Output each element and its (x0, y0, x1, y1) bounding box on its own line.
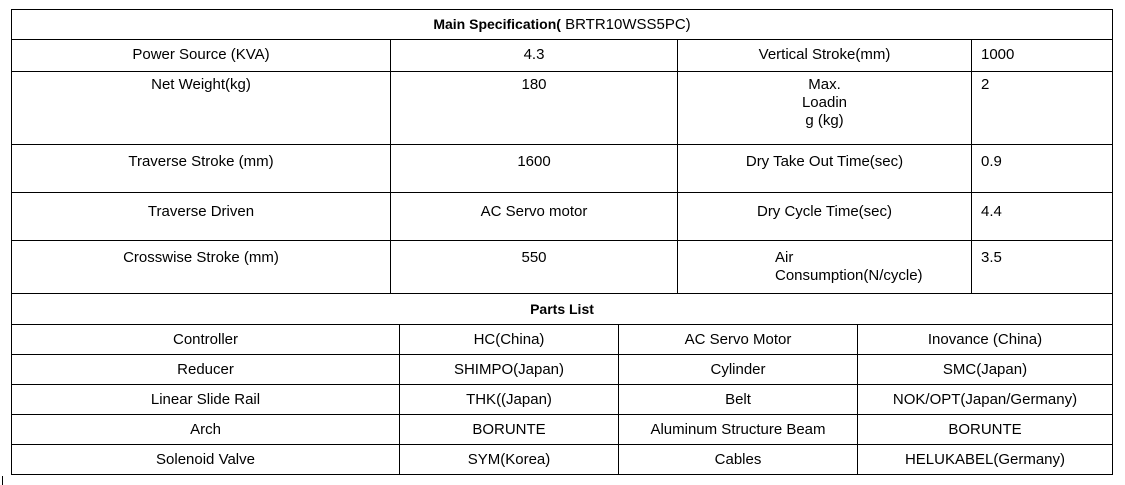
spec-value: 550 (391, 241, 678, 294)
parts-list-title: Parts List (12, 294, 1113, 325)
main-specification-title: Main Specification( BRTR10WSS5PC) (12, 10, 1113, 40)
spec-label: Dry Take Out Time(sec) (678, 145, 972, 193)
spec-label: Power Source (KVA) (12, 40, 391, 72)
part-name: Controller (12, 325, 400, 355)
table-row (12, 40, 1113, 72)
spec-label: Dry Cycle Time(sec) (678, 193, 972, 241)
part-brand: Inovance (China) (858, 325, 1113, 355)
edge-tick-mark (2, 476, 3, 485)
table-row (12, 325, 1113, 355)
table-row (12, 445, 1113, 475)
spec-value: 1600 (391, 145, 678, 193)
spec-value: 4.4 (972, 193, 1113, 241)
spec-value: 1000 (972, 40, 1113, 72)
spec-value: 2 (972, 72, 1113, 145)
part-brand: SMC(Japan) (858, 355, 1113, 385)
spec-label: Air Consumption(N/cycle) (678, 241, 972, 294)
spec-value: 180 (391, 72, 678, 145)
parts-list-table (11, 293, 1113, 475)
part-name: Arch (12, 415, 400, 445)
table-row (12, 385, 1113, 415)
part-brand: SYM(Korea) (400, 445, 619, 475)
spec-label: Vertical Stroke(mm) (678, 40, 972, 72)
part-brand: BORUNTE (858, 415, 1113, 445)
part-brand: THK((Japan) (400, 385, 619, 415)
part-name: Solenoid Valve (12, 445, 400, 475)
part-name: AC Servo Motor (619, 325, 858, 355)
specification-sheet (11, 9, 1112, 475)
part-brand: NOK/OPT(Japan/Germany) (858, 385, 1113, 415)
spec-label: Net Weight(kg) (12, 72, 391, 145)
part-name: Linear Slide Rail (12, 385, 400, 415)
table-row (12, 241, 1113, 294)
main-specification-table (11, 9, 1113, 294)
table-row (12, 355, 1113, 385)
part-name: Cables (619, 445, 858, 475)
part-brand: HELUKABEL(Germany) (858, 445, 1113, 475)
table-row (12, 193, 1113, 241)
part-name: Cylinder (619, 355, 858, 385)
spec-label: Traverse Driven (12, 193, 391, 241)
part-brand: BORUNTE (400, 415, 619, 445)
spec-value: AC Servo motor (391, 193, 678, 241)
spec-value: 4.3 (391, 40, 678, 72)
part-name: Reducer (12, 355, 400, 385)
spec-label: Max. Loadin g (kg) (678, 72, 972, 145)
table-row (12, 145, 1113, 193)
spec-label: Crosswise Stroke (mm) (12, 241, 391, 294)
table-row (12, 415, 1113, 445)
part-name: Belt (619, 385, 858, 415)
part-brand: SHIMPO(Japan) (400, 355, 619, 385)
part-name: Aluminum Structure Beam (619, 415, 858, 445)
spec-value: 3.5 (972, 241, 1113, 294)
spec-value: 0.9 (972, 145, 1113, 193)
spec-label: Traverse Stroke (mm) (12, 145, 391, 193)
table-row (12, 72, 1113, 145)
part-brand: HC(China) (400, 325, 619, 355)
